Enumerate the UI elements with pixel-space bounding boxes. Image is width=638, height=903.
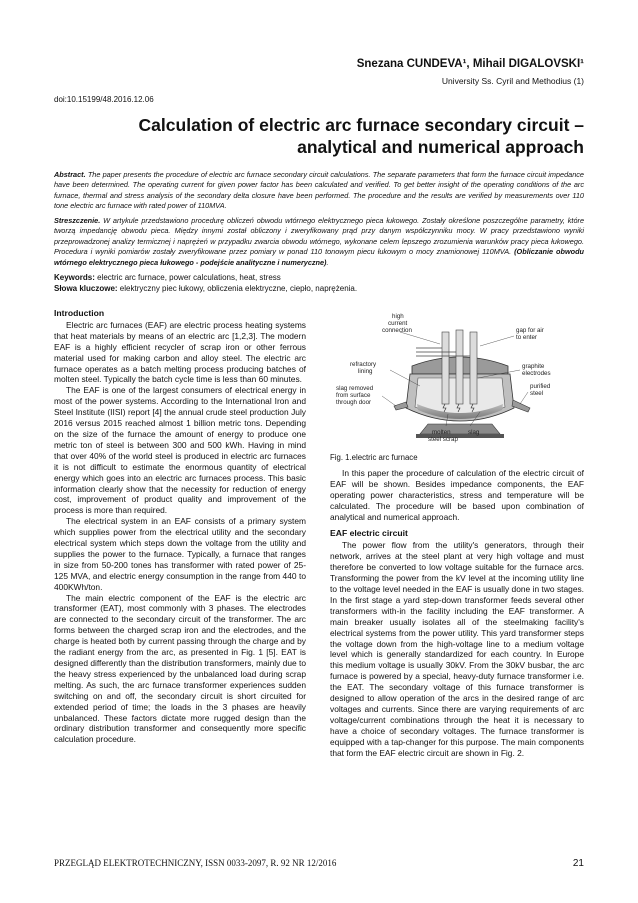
- keywords: [54, 272, 584, 283]
- abstract-text: The paper presents the procedure of electric arc furnace secondary circuit calculations. The separate parameters that form the furnace circuit impedance have been determined. The operating current for given power factor has been calculated and verified. To get better insight of the operating conditions of the arc furnace, thermal and stress analysis of the secondary delta closure have been performed. The procedure and the results are verified by measurements over 110 tone electric arc furnace with rated power of 110MVA.: [54, 170, 584, 211]
- electrode-3: [470, 332, 477, 404]
- intro-paragraph-4: The main electric component of the EAF is the electric arc transformer (EAT), most commonly with 3 phases. The electrodes are connected to the secondary circuit of the transformer. The arc forms between the charged scrap iron and the electrodes, and the charge is heated both by current passing through the charge and by the radiant energy from the arc, as presented in Fig. 1 [5]. EAT is designed differently than the distribution transformers, mainly due to the heavy stress experienced by the unbalanced load during scrap melting. As such, the arc furnace transformer experiences sudden switching on and off, the secondary circuit is short circuited for extended period of time; the loads in the 3 phases are heavily unbalanced. These factors dictate more rugged design than the ordinary distribution transformer and consequently more specific calculation procedure.: [54, 592, 306, 745]
- streszczenie-label: Streszczenie.: [54, 216, 101, 225]
- intro-paragraph-1: Electric arc furnaces (EAF) are electric process heating systems that heat materials by means of an electric arc [1,2,3]. The modern EAF is a highly efficient recycler of scrap iron or other ferrous material used for making carbon and alloy steel. The electric arc furnace operates as a batch melting process producing batches of molten steel. Typically the batch cycle time is less than 60 minutes.: [54, 319, 306, 385]
- streszczenie-end: .: [326, 257, 329, 267]
- slag-door: [394, 402, 408, 410]
- label-molten-2: steel scrap: [428, 436, 458, 443]
- label-purified-2: steel: [530, 390, 544, 397]
- label-slag-removed-1: slag removed: [336, 385, 374, 392]
- left-column: [54, 308, 306, 745]
- keywords-text: electric arc furnace, power calculations, heat, stress: [94, 273, 281, 282]
- eaf-circuit-heading: EAF electric circuit: [330, 528, 408, 539]
- streszczenie-bold-title: (Obliczanie obwodu wtórnego elektrycznego pieca łukowego - podejście analityczne i numeryczne): [54, 247, 584, 267]
- right-paragraph-1: In this paper the procedure of calculation of the electric circuit of EAF will be shown. Besides impedance components, the EAF operating power characteristics, stress and temperature will be calculated. The procedure will be based upon combination of analytical and numerical approach.: [330, 467, 584, 522]
- label-graphite-2: electrodes: [522, 370, 551, 377]
- label-high-current-1: high: [392, 313, 404, 320]
- slowa-label: Słowa kluczowe:: [54, 284, 118, 293]
- slowa-kluczowe: [54, 283, 584, 294]
- paper-title: Calculation of electric arc furnace secondary circuit – analytical and numerical approach: [138, 115, 584, 157]
- label-high-current-3: connection: [382, 327, 412, 334]
- label-refractory-1: refractory: [350, 361, 377, 368]
- intro-paragraph-3: The electrical system in an EAF consists of a primary system which supplies power from the electrical utility and the secondary electrical system which steps down the voltage from the utility and supplies the power to the furnace. Typically, a furnace that ranges in size from 50-200 tones has transformer with rated power of 25-125 MVA, and electric energy consumption in the range from 440 to 400KWh/ton.: [54, 516, 306, 592]
- label-purified-1: purified: [530, 383, 551, 390]
- abstract-label: Abstract.: [54, 170, 86, 179]
- doi: doi:10.15199/48.2016.12.06: [54, 95, 154, 104]
- streszczenie-text: W artykule przedstawiono procedurę obliczeń obwodu wtórnego elektrycznego pieca łukowego. Zostały określone poszczególne parametry, które tworzą impedancję obwodu pieca. Między innymi został obliczony i zweryfikowany prąd przy danym współczynniku mocy. W pracy przedstawiono wyniki przeprowadzonej analizy termicznej i naprężeń w przypadku zwarcia obwodu wtórnego, wykonane celem lepszego zrozumienia warunków pracy pieca łukowego. Procedura i wyniki pomiarów zostały zweryfikowane przez pomiary w ponad 110 tonowym piecu łukowym o mocy znamionowej 110MVA.: [54, 216, 584, 257]
- intro-paragraph-2: The EAF is one of the largest consumers of electrical energy in most of the power systems. According to the International Iron and Steel Institute (IISI) report [4] the annual crude steel production July 2016 versus 2015 reached almost 1 billion metric tons. Depending on the size of the furnace the amount of energy to produce one metric ton of steel is between 300 and 500 kWh. Having in mind that over 40% of the world steel is produced in electric arc furnaces it is not difficult to estimate the enormous quantity of electrical energy which goes into an electric arc furnaces process. This basic information clearly show that the necessity for reduction of energy cost, improvement of product quality and improvement of the process is more than required.: [54, 385, 306, 516]
- label-slag-removed-3: through door: [336, 399, 372, 406]
- affiliation: University Ss. Cyril and Methodius (1): [441, 76, 584, 86]
- authors: Snezana CUNDEVA¹, Mihail DIGALOVSKI¹: [356, 58, 584, 70]
- label-refractory-2: lining: [358, 368, 373, 375]
- label-high-current-2: current: [388, 320, 408, 327]
- tap-spout: [512, 400, 530, 412]
- right-paragraph-2: The power flow from the utility's generators, through their network, arrives at the steel plant at very high voltage and must therefore be converted to low voltage suitable for the furnace arcs. Transforming the power from the kV level at the incoming utility line to the voltage level needed in the EAF is usually done in two stages. In the first stage a yard step-down transformer feeds several other transformers with-in the facility including the EAF transformer. A main breaker usually isolates all of the steelmaking facility's electrical systems from the power utility. This yard transformer steps the voltage down from the high-voltage line to a medium voltage level which is generally standardized for each country. In Europe this medium voltage is usually 30kV. From the 30kV busbar, the arc furnace is powered by a special, heavy-duty furnace transformer i.e. the EAT. The secondary voltage of this furnace transformer is designed to allow operation of the arcs in the desired range of arc voltages and currents. Since there are varying requirements of arc voltage/current combinations through the heat it is necessary to have a choice of secondary voltages. The furnace transformer is equipped with a tap-changer for this purpose. The main components that form the EAF electric circuit are shown in Fig. 2.: [330, 540, 584, 758]
- abstract: [54, 170, 584, 212]
- slowa-text: elektryczny piec łukowy, obliczenia elektryczne, ciepło, naprężenia.: [117, 284, 358, 293]
- page-number: 21: [572, 858, 584, 869]
- electrode-2: [456, 330, 463, 404]
- label-slag-removed-2: from surface: [336, 392, 371, 399]
- label-slag: slag: [468, 429, 480, 436]
- keywords-label: Keywords:: [54, 273, 95, 282]
- right-column: [330, 308, 584, 758]
- label-molten-1: molten: [432, 429, 451, 436]
- label-gap-1: gap for air: [516, 327, 544, 334]
- figure-caption: Fig. 1.electric arc furnace: [330, 453, 418, 462]
- streszczenie: [54, 216, 584, 268]
- electrode-1: [442, 332, 449, 404]
- label-graphite-1: graphite: [522, 363, 545, 370]
- intro-heading: Introduction: [54, 308, 105, 318]
- label-gap-2: to enter: [516, 334, 537, 341]
- journal-info: PRZEGLĄD ELEKTROTECHNICZNY, ISSN 0033-2097, R. 92 NR 12/2016: [54, 858, 337, 868]
- footer: [54, 858, 584, 868]
- electric-arc-furnace-figure: [330, 308, 584, 453]
